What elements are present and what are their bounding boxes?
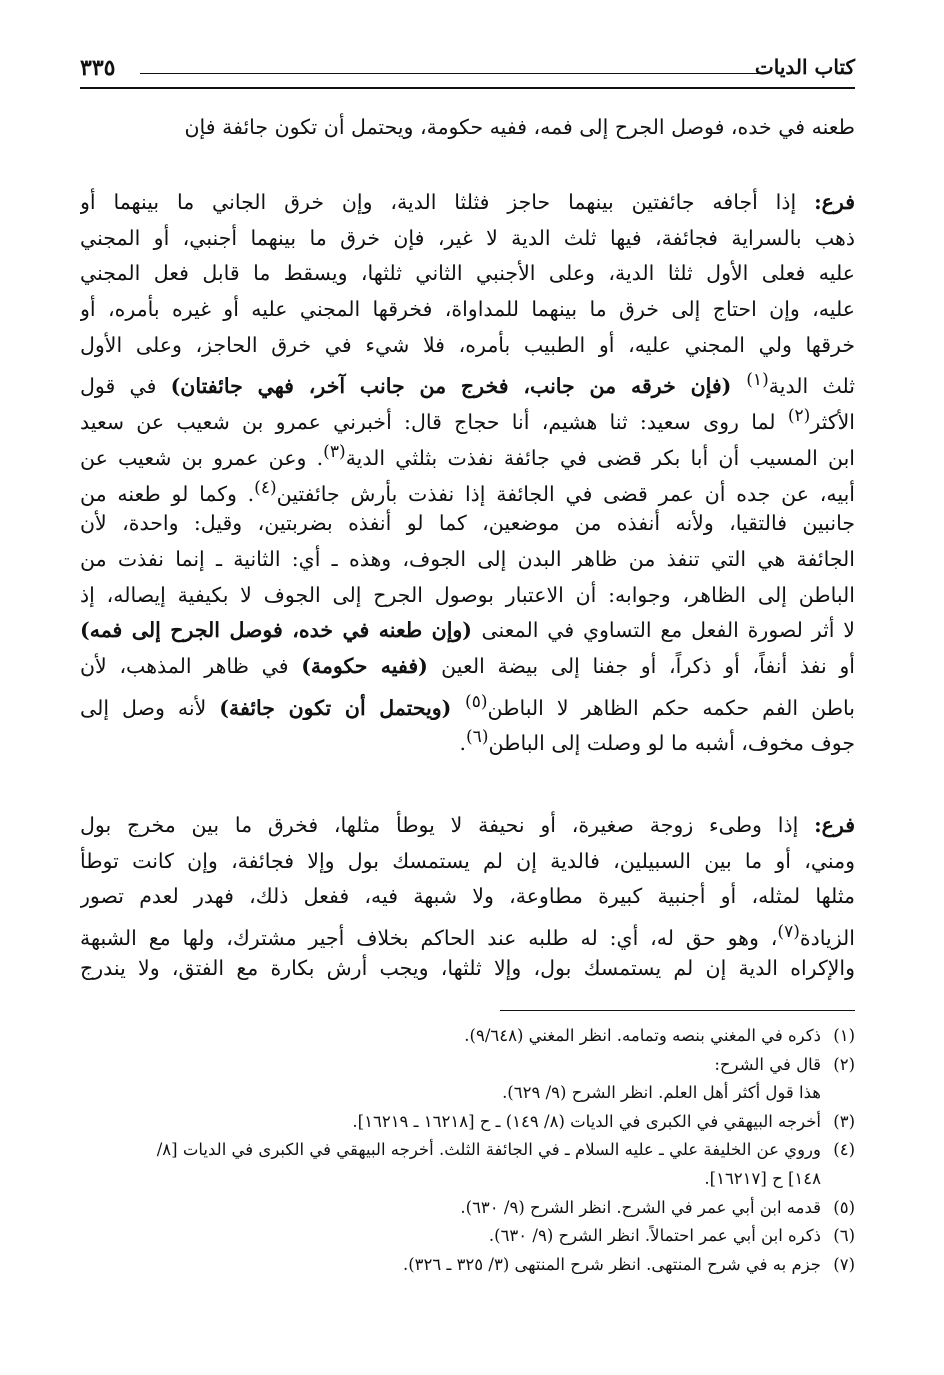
paragraph-far-2 [80,808,855,986]
footnote-ref: (٢) [787,406,811,427]
running-header [80,55,855,91]
page-number: ٣٣٥ [80,55,116,81]
footnote-separator [500,1010,855,1011]
text-line: ومني، أو ما بين السبيلين، فالدية إن لم يستمسك بول وإلا فجائفة، وإن كانت توطأ [80,848,855,873]
footnote-ref: (٧) [777,922,800,943]
text-line: والإكراه الدية إن لم يستمسك بول، وإلا ثلثها، ويجب أرش بكارة مع الفتق، ولا يندرج [80,955,855,980]
footnote-number: (٣) [833,1111,855,1131]
chapter-title: كتاب الديات [754,55,855,79]
footnote-ref: (٣) [323,441,346,462]
text-line: جانبين فالتقيا، ولأنه أنفذه من موضعين، كما لو أنفذه بضربتين، وقيل: واحدة، لأن [80,511,855,536]
matn-quote: (ويحتمل أن تكون جائفة) [219,695,466,720]
footnote-number: (٥) [833,1197,855,1217]
text-line: الباطن إلى الظاهر، وجوابه: أن الاعتبار بوصول الجرح إلى الجوف لا بكيفية إيصاله، إذ [80,582,855,607]
footnote-number: (٦) [833,1226,855,1246]
footnote-number: (٢) [833,1054,855,1074]
footnote: (٢) قال في الشرح: [80,1051,855,1080]
text-line: عليه فعلى الأول ثلثا الدية، وعلى الأجنبي الثاني ثلثها، ويسقط ما قابل فعل المجني [80,261,855,286]
footnote-continuation: هذا قول أكثر أهل العلم. انظر الشرح (٩/ ٦٢٩). [502,1083,821,1103]
text-line: مثلها لمثله، أو أجنبية كبيرة مطاوعة، ولا شبهة فيه، ففعل ذلك، فهدر لعدم تصور [80,884,855,909]
matn-quote: (فإن خرقه من جانب، فخرج من جانب آخر، فهي جائفتان) [170,374,747,399]
footnote-ref: (٥) [465,691,488,712]
text-line: خرقها ولي المجني عليه، أو الطبيب بأمره، فلا شيء في خرق الحاجز، وعلى الأول [80,332,855,357]
header-leader-line [140,73,760,74]
text-line: فرع: إذا أجافه جائفتين بينهما حاجز فثلثا الدية، وإن خرق الجاني ما بينهما أو [80,190,855,214]
text-line: أبيه، عن جده أن عمر قضى في الجائفة إذا نفذت بأرش جائفتين$^{(٤)}$. وكما لو طعنه من [80,477,855,506]
footnote-ref: (١) [746,370,769,391]
footnote-continuation: ١٤٨] ح [١٦٢١٧]. [704,1168,821,1188]
footnote: (٣) أخرجه البيهقي في الكبرى في الديات (٨/ ١٤٩) ـ ح [١٦٢١٨ ـ ١٦٢١٩]. [80,1108,855,1137]
matn-quote: (وإن طعنه في خده، فوصل الجرح إلى فمه) [80,618,482,643]
text-line: باطن الفم حكمه حكم الظاهر لا الباطن$^{(٥)}$ (ويحتمل أن تكون جائفة) لأنه وصل إلى [80,691,855,720]
paragraph-far-1 [80,185,855,756]
footnote-ref: (٦) [466,727,489,748]
continuation-line [80,110,855,146]
text-line: فرع: إذا وطىء زوجة صغيرة، أو نحيفة لا يوطأ مثلها، فخرق ما بين مخرج بول [80,813,855,837]
footnote: (٤) وروي عن الخليفة علي ـ عليه السلام ـ في الجائفة الثلث. أخرجه البيهقي في الكبرى في الديات [٨/ [80,1136,855,1165]
text-line: طعنه في خده، فوصل الجرح إلى فمه، ففيه حكومة، ويحتمل أن تكون جائفة فإن [184,115,855,139]
footnote-number: (٧) [833,1254,855,1274]
text-line: عليه، وإن احتاج إلى خرق ما بينهما للمداواة، فخرقها المجني عليه أو غيره بأمره، أو [80,297,855,322]
footnote: (٦) ذكره ابن أبي عمر احتمالاً. انظر الشرح (٩/ ٦٣٠). [80,1222,855,1251]
footnote: (٥) قدمه ابن أبي عمر في الشرح. انظر الشرح (٩/ ٦٣٠). [80,1194,855,1223]
text-line: ثلث الدية$^{(١)}$ (فإن خرقه من جانب، فخرج من جانب آخر، فهي جائفتان) في قول [80,370,855,399]
text-line: جوف مخوف، أشبه ما لو وصلت إلى الباطن$^{(٦)}$. [459,727,855,756]
footnote-ref: (٤) [254,477,277,498]
footnote: (١) ذكره في المغني بنصه وتمامه. انظر المغني (٩/٦٤٨). [80,1022,855,1051]
footnote: (٧) جزم به في شرح المنتهى. انظر شرح المنتهى (٣/ ٣٢٥ ـ ٣٢٦). [80,1251,855,1280]
header-rule [80,87,855,89]
text-line: ابن المسيب أن أبا بكر قضى في جائفة نفذت بثلثي الدية$^{(٣)}$. وعن عمرو بن شعيب عن [80,441,855,470]
text-line: الجائفة هي التي تنفذ من ظاهر البدن إلى الجوف، وهذه ـ أي: الثانية ـ إنما نفذت من [80,546,855,571]
matn-quote: (ففيه حكومة) [301,653,442,678]
footnote-number: (١) [833,1026,855,1045]
text-line: لا أثر لصورة الفعل مع التساوي في المعنى (وإن طعنه في خده، فوصل الجرح إلى فمه) [80,618,855,643]
text-line: ذهب بالسراية فجائفة، فيها ثلث الدية لا غير، فإن خرق ما بينهما أجنبي، أو المجني [80,225,855,250]
section-label: فرع: [814,813,855,837]
footnote-number: (٤) [833,1140,855,1160]
text-line: الأكثر$^{(٢)}$ لما روى سعيد: ثنا هشيم، أنا حجاج قال: أخبرني عمرو بن شعيب عن سعيد [80,406,855,434]
footnotes [80,1022,855,1279]
text-line: الزيادة$^{(٧)}$، وهو حق له، أي: له طلبه عند الحاكم بخلاف أجير مشترك، ولها مع الشبهة [80,922,855,950]
section-label: فرع: [814,190,855,214]
text-line: أو نفذ أنفاً، أو ذكراً، أو جفنا إلى بيضة العين (ففيه حكومة) في ظاهر المذهب، لأن [80,653,855,678]
